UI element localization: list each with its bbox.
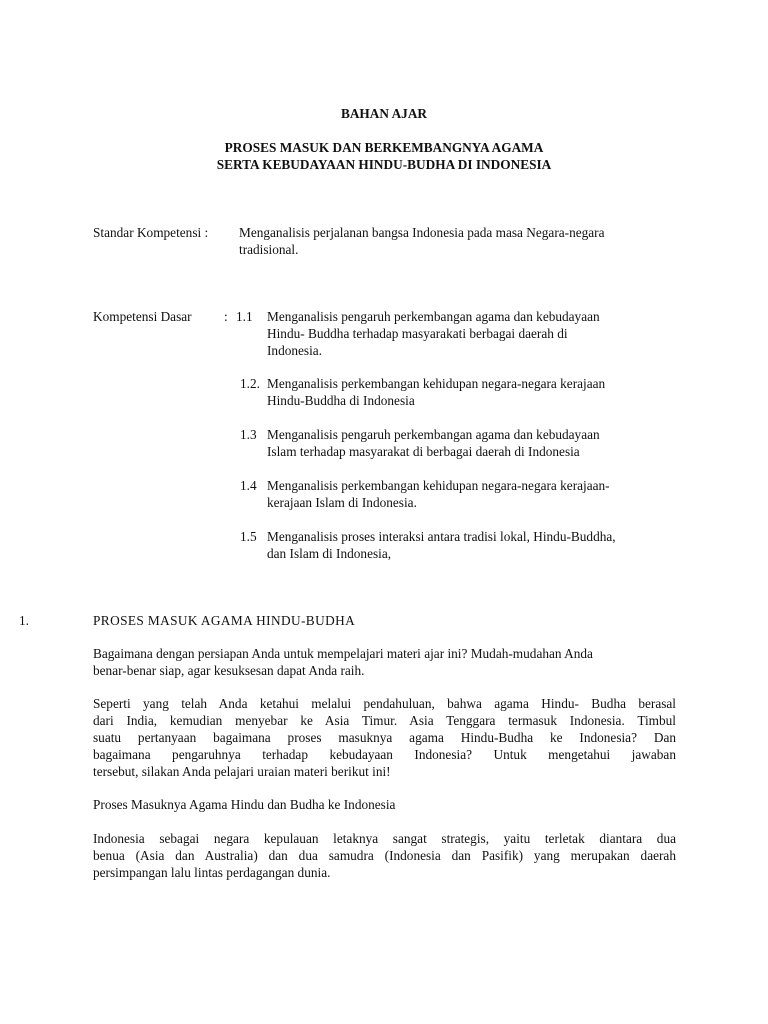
paragraph-line: benua (Asia dan Australia) dan dua samudra (Indonesia dan Pasifik) yang merupakan daerah [93, 848, 676, 863]
kompetensi-dasar-label: Kompetensi Dasar [93, 309, 192, 324]
kd-item-number: 1.5 [240, 529, 257, 544]
paragraph-line: bagaimana pengaruhnya terhadap kebudayaan Indonesia? Untuk mengetahui jawaban [93, 747, 676, 762]
document-title: BAHAN AJAR [340, 106, 428, 121]
kd-item-text-line: Menganalisis pengaruh perkembangan agama dan kebudayaan [267, 427, 600, 442]
paragraph-line: Indonesia sebagai negara kepulauan letaknya sangat strategis, yaitu terletak diantara dua [93, 831, 676, 846]
section-number: 1. [19, 613, 29, 628]
kd-item-text-line: Menganalisis proses interaksi antara tradisi lokal, Hindu-Buddha, [267, 529, 616, 544]
kd-item-text-line: Islam terhadap masyarakat di berbagai daerah di Indonesia [267, 444, 580, 459]
kd-item-number: 1.1 [236, 309, 253, 324]
kompetensi-dasar-colon: : [224, 309, 228, 324]
paragraph-line: tersebut, silakan Anda pelajari uraian materi berikut ini! [93, 764, 391, 779]
document-subtitle-line-2: SERTA KEBUDAYAAN HINDU-BUDHA DI INDONESIA [216, 157, 552, 172]
kd-item-text-line: Hindu-Buddha di Indonesia [267, 393, 415, 408]
kd-item-number: 1.3 [240, 427, 257, 442]
document-subtitle-line-1: PROSES MASUK DAN BERKEMBANGNYA AGAMA [224, 140, 544, 155]
standar-kompetensi-label: Standar Kompetensi : [93, 225, 209, 240]
kd-item-text-line: Menganalisis perkembangan kehidupan negara-negara kerajaan [267, 376, 606, 391]
kd-item-number: 1.4 [240, 478, 257, 493]
paragraph-line: suatu pertanyaan bagaimana proses masuknya agama Hindu-Budha ke Indonesia? Dan [93, 730, 676, 745]
kd-item-text-line: dan Islam di Indonesia, [267, 546, 392, 561]
kd-item-text-line: kerajaan Islam di Indonesia. [267, 495, 417, 510]
kd-item-text-line: Menganalisis perkembangan kehidupan negara-negara kerajaan- [267, 478, 610, 493]
kd-item-text-line: Menganalisis pengaruh perkembangan agama dan kebudayaan [267, 309, 600, 324]
standar-kompetensi-text-line-2: tradisional. [239, 242, 299, 257]
paragraph-line: dari India, kemudian menyebar ke Asia Timur. Asia Tenggara termasuk Indonesia. Timbul [93, 713, 676, 728]
paragraph-line: benar-benar siap, agar kesuksesan dapat Anda raih. [93, 663, 365, 678]
kd-item-text-line: Indonesia. [267, 343, 323, 358]
section-heading: PROSES MASUK AGAMA HINDU-BUDHA [93, 613, 356, 628]
kd-item-number: 1.2. [240, 376, 260, 391]
standar-kompetensi-text-line-1: Menganalisis perjalanan bangsa Indonesia pada masa Negara-negara [239, 225, 605, 240]
kd-item-text-line: Hindu- Buddha terhadap masyarakati berbagai daerah di [267, 326, 568, 341]
paragraph-line: Seperti yang telah Anda ketahui melalui pendahuluan, bahwa agama Hindu- Budha berasal [93, 696, 676, 711]
section-subheading: Proses Masuknya Agama Hindu dan Budha ke Indonesia [93, 797, 396, 812]
paragraph-line: persimpangan lalu lintas perdagangan dunia. [93, 865, 331, 880]
paragraph-line: Bagaimana dengan persiapan Anda untuk mempelajari materi ajar ini? Mudah-mudahan Anda [93, 646, 593, 661]
